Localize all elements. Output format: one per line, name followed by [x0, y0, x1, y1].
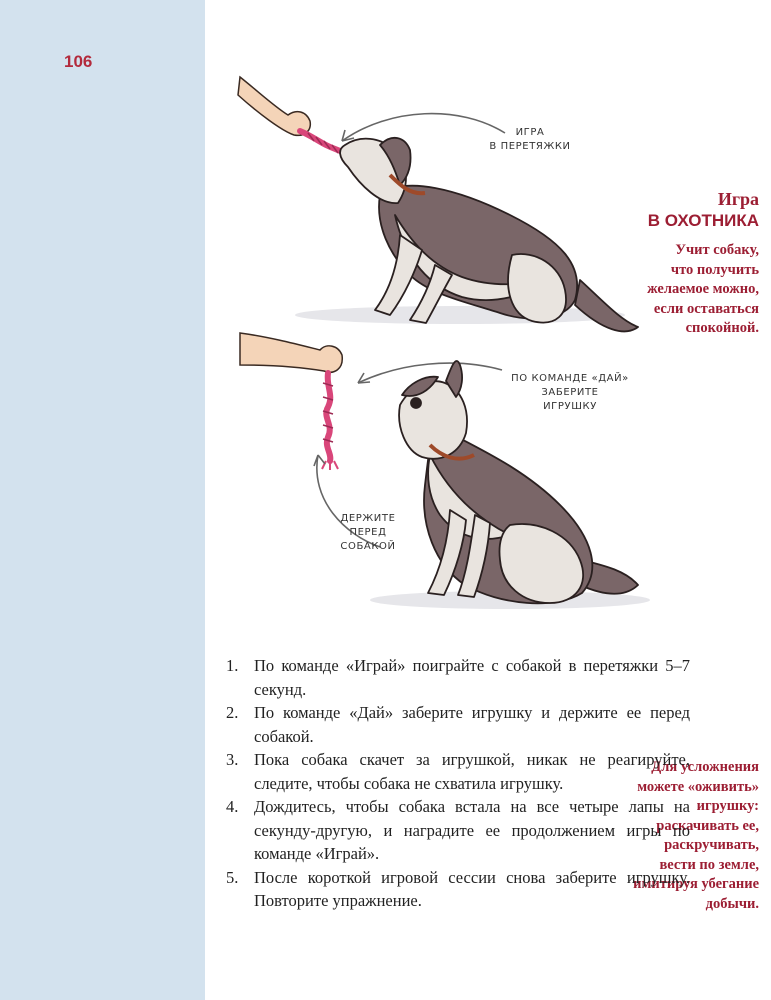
- step-item: [220, 795, 690, 866]
- caption-take-line-1: ПО КОМАНДЕ «ДАЙ»: [511, 373, 629, 384]
- tip-line: раскручивать,: [664, 837, 759, 853]
- tip-line: Для усложнения: [651, 759, 759, 775]
- step-number: 1.: [226, 656, 239, 675]
- instruction-steps: [220, 654, 690, 913]
- step-number: 4.: [226, 797, 239, 816]
- tip-line: игрушку:: [696, 798, 759, 814]
- floor-shadow: [295, 306, 625, 324]
- sidebar: [0, 0, 205, 1000]
- tip-line: можете «оживить»: [637, 778, 759, 795]
- caption-take-line-2: ЗАБЕРИТЕ: [541, 387, 599, 398]
- hand-icon: [240, 333, 342, 372]
- tip-line: добычи.: [705, 895, 759, 912]
- step-number: 3.: [226, 750, 239, 769]
- step-text: По команде «Играй» поиграйте с собакой в перетяжки 5–7 секунд.: [254, 656, 690, 699]
- step-item: [220, 866, 690, 913]
- subtitle-line: Учит собаку,: [675, 242, 759, 258]
- step-text: Дождитесь, чтобы собака встала на все четыре лапы на секунду-другую, и наградите ее продолжением игры по команде «Играй».: [254, 797, 690, 863]
- step-item: [220, 701, 690, 748]
- section-title-line-2: В ОХОТНИКА: [647, 211, 759, 230]
- tip-line: имитируя убегание: [633, 876, 759, 892]
- subtitle-line: спокойной.: [685, 320, 759, 336]
- sitting-dog-icon: [399, 361, 638, 603]
- subtitle-line: желаемое можно,: [647, 281, 759, 297]
- caption-tug-line-2: В ПЕРЕТЯЖКИ: [489, 141, 571, 152]
- step-item: [220, 654, 690, 701]
- hand-icon: [238, 77, 310, 135]
- hold-scene: [240, 333, 650, 609]
- step-number: 2.: [226, 703, 239, 722]
- caption-hold-line-2: ПЕРЕД: [349, 527, 387, 538]
- subtitle-line: что получить: [670, 261, 759, 278]
- tug-scene: [238, 77, 638, 331]
- section-title-line-1: Игра: [717, 189, 759, 209]
- step-number: 5.: [226, 867, 239, 887]
- tugging-dog-icon: [340, 138, 638, 332]
- caption-hold-line-3: СОБАКОЙ: [340, 541, 396, 552]
- subtitle-line: если оставаться: [653, 300, 759, 317]
- tip-line: раскачивать ее,: [656, 817, 759, 834]
- step-text: Пока собака скачет за игрушкой, никак не реагируйте, следите, чтобы собака не схватила игрушку.: [254, 750, 690, 793]
- caption-hold-line-1: ДЕРЖИТЕ: [340, 513, 396, 524]
- caption-take-line-3: ИГРУШКУ: [543, 401, 597, 412]
- rope-toy-icon: [322, 373, 338, 470]
- tip-line: вести по земле,: [659, 856, 759, 873]
- step-item: [220, 748, 690, 795]
- page-number: 106: [64, 52, 93, 71]
- step-text: После короткой игровой сессии снова заберите игрушку. Повторите упражнение.: [254, 867, 690, 910]
- step-text: По команде «Дай» заберите игрушку и держите ее перед собакой.: [254, 703, 690, 746]
- dog-training-illustration: [230, 65, 650, 630]
- caption-tug-line-1: ИГРА: [515, 127, 545, 138]
- arrow-icon: [342, 114, 505, 141]
